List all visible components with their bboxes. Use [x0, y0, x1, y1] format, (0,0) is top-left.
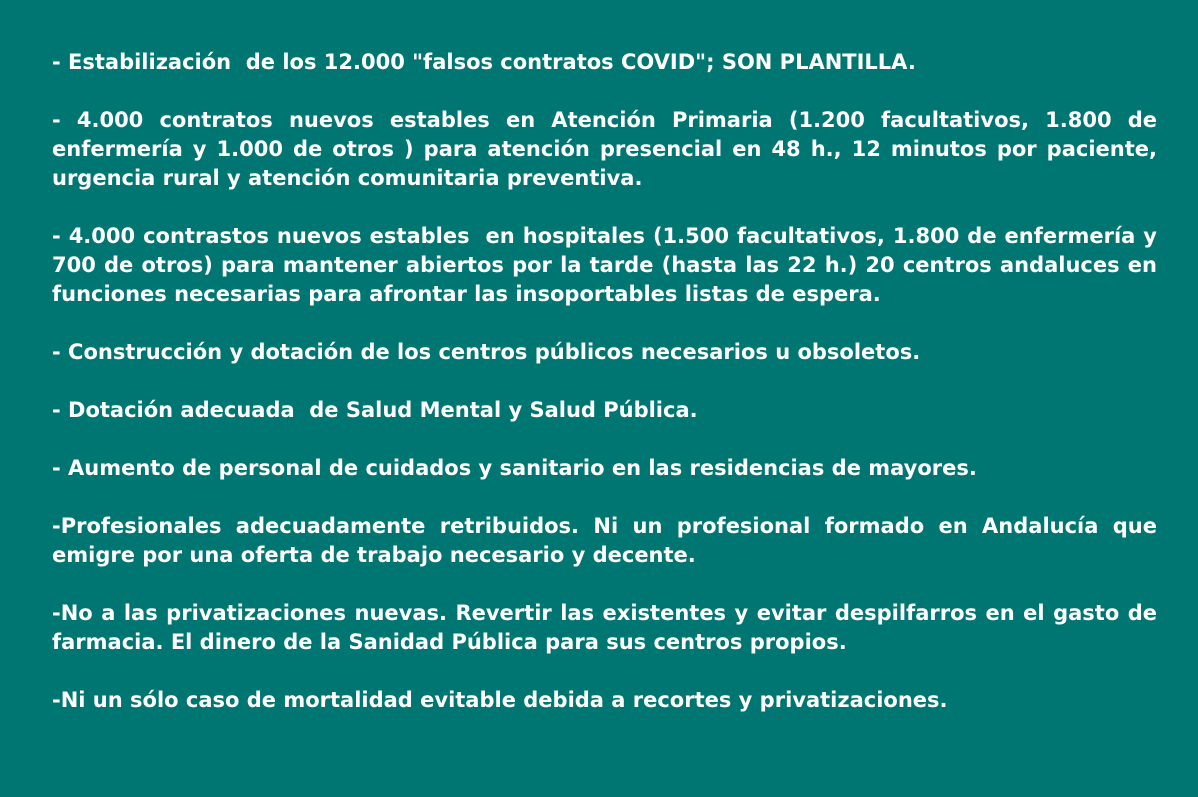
demand-item-hospital-contracts: - 4.000 contrastos nuevos estables en hospitales (1.500 facultativos, 1.800 de enfermería y 700 de otros) para mantener abiertos por la tarde (hasta las 22 h.) 20 centros andaluces en funciones necesarias para afrontar las insoportables listas de espera. — [52, 224, 1165, 306]
demand-item-professional-pay: -Profesionales adecuadamente retribuidos. Ni un profesional formado en Andalucía que emigre por una oferta de trabajo necesario y decente. — [52, 514, 1165, 567]
demand-item-staff-stabilization: - Estabilización de los 12.000 "falsos contratos COVID"; SON PLANTILLA. — [52, 50, 916, 74]
demand-item-primary-care-contracts: - 4.000 contratos nuevos estables en Atención Primaria (1.200 facultativos, 1.800 de enfermería y 1.000 de otros ) para atención presencial en 48 h., 12 minutos por paciente, urgencia rural y atención comunitaria preventiva. — [52, 108, 1165, 190]
demand-item-nursing-homes: - Aumento de personal de cuidados y sanitario en las residencias de mayores. — [52, 456, 977, 480]
demand-item-construction: - Construcción y dotación de los centros públicos necesarios u obsoletos. — [52, 340, 921, 364]
demand-item-mortality: -Ni un sólo caso de mortalidad evitable debida a recortes y privatizaciones. — [52, 688, 948, 712]
demand-item-mental-public-health: - Dotación adecuada de Salud Mental y Salud Pública. — [52, 398, 698, 422]
demand-item-privatization: -No a las privatizaciones nuevas. Revertir las existentes y evitar despilfarros en el gasto de farmacia. El dinero de la Sanidad Pública para sus centros propios. — [52, 601, 1165, 654]
